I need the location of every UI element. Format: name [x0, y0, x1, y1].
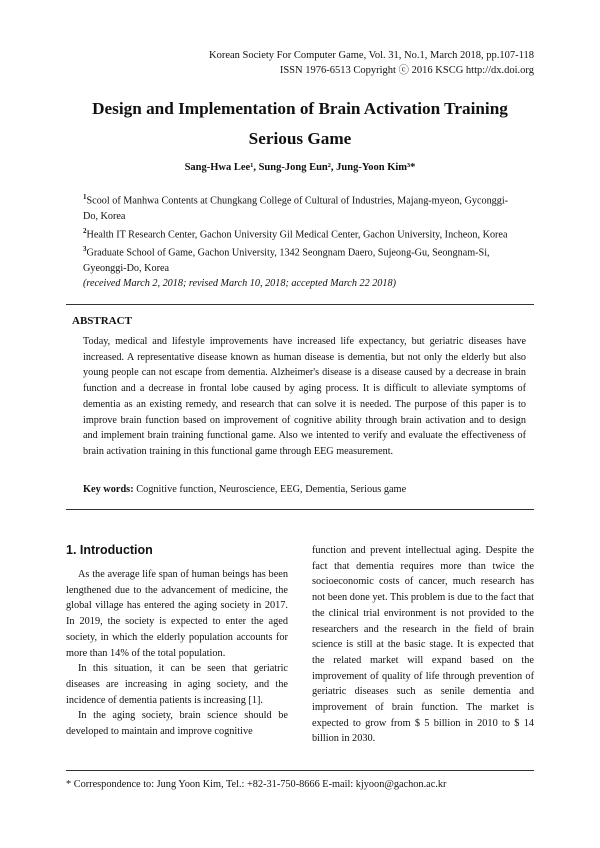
section-heading: 1. Introduction	[66, 543, 153, 557]
affiliation-number: 1	[83, 193, 87, 201]
affiliation-number: 3	[83, 245, 87, 254]
affiliation-text: Scool of Manhwa Contents at Chungkang College of Cultural of Industries, Majang-myeon, Gyconggi-Do, Korea	[83, 195, 509, 222]
paragraph: In the aging society, brain science should be developed to maintain and improve cognitive	[66, 710, 288, 738]
affiliation-number: 2	[83, 226, 87, 235]
abstract-body: Today, medical and lifestyle improvements have increased life expectancy, but geriatric diseases have increased. A representative disease known as human disease is dementia, but not only the elderly but also young people can not escape from dementia. Alzheimer's disease is a disease caused by a decrease in brain function and a decrease in frontal lobe caused by aging process. It is difficult to alleviate symptoms of dementia as an existing remedy, and research that can solve it is needed. The purpose of this paper is to improve brain function based on improvement of cognitive ability through brain activation and to design and implement brain training functional game. Also we intented to verify and evaluate the effectiveness of brain activation training in this functional game through EEG measurement.	[83, 336, 526, 457]
keywords-label: Key words:	[83, 484, 134, 495]
affiliation-1	[83, 190, 523, 224]
abstract-heading: ABSTRACT	[72, 315, 132, 327]
affiliations	[83, 190, 523, 291]
footnote-rule	[66, 770, 534, 771]
left-column	[66, 567, 288, 740]
affiliation-text: Health IT Research Center, Gachon University Gil Medical Center, Gachon University, Incheon, Korea	[86, 229, 508, 241]
affiliation-text: Graduate School of Game, Gachon University, 1342 Seongnam Daero, Sujeong-Gu, Seongnam-Si, Gyeonggi-Do, Korea	[83, 247, 490, 274]
correspondence-footnote: * Correspondence to: Jung Yoon Kim, Tel.: +82-31-750-8666 E-mail: kjyoon@gachon.ac.kr	[66, 779, 447, 790]
journal-header	[209, 48, 534, 78]
abstract-bottom-rule	[66, 509, 534, 510]
keywords	[83, 484, 406, 495]
authors: Sang-Hwa Lee¹, Sung-Jong Eun², Jung-Yoon Kim³*	[184, 162, 416, 173]
keywords-text: Cognitive function, Neuroscience, EEG, Dementia, Serious game	[136, 484, 407, 495]
paragraph: function and prevent intellectual aging. Despite the fact that dementia requires more than twice the socioeconomic costs of cancer, much research has not been done yet. This problem is due to the fact that the clinical trial environment is not provided to the researchers and the research in the field of brain science is still at the basic stage. It is expected that the related market will expand based on the improvement of quality of life through prevention of geriatric diseases such as senile dementia and improvement of brain function. The market is expected to grow from $ 5 billion in 2010 to $ 14 billion in 2030.	[312, 545, 534, 745]
paragraph: As the average life span of human beings has been lengthened due to the advancement of medicine, the global village has entered the aging society in 2017. In 2019, the society is expected to enter the aged society, in which the elderly population accounts for more than 14% of the total population.	[66, 569, 288, 659]
right-column	[312, 543, 534, 747]
journal-header-line2: ISSN 1976-6513 Copyright ⓒ 2016 KSCG http://dx.doi.org	[279, 65, 534, 76]
affiliation-3	[83, 242, 523, 276]
paragraph: In this situation, it can be seen that geriatric diseases are increasing in aging society, and the incidence of dementia patients is increasing [1].	[66, 663, 288, 706]
journal-header-line1: Korean Society For Computer Game, Vol. 31, No.1, March 2018, pp.107-118	[209, 50, 534, 61]
received-dates: (received March 2, 2018; revised March 10, 2018; accepted March 22 2018)	[83, 278, 396, 290]
affiliation-2	[83, 224, 523, 243]
paper-title: Design and Implementation of Brain Activation Training Serious Game	[92, 99, 508, 148]
abstract-top-rule	[66, 304, 534, 305]
